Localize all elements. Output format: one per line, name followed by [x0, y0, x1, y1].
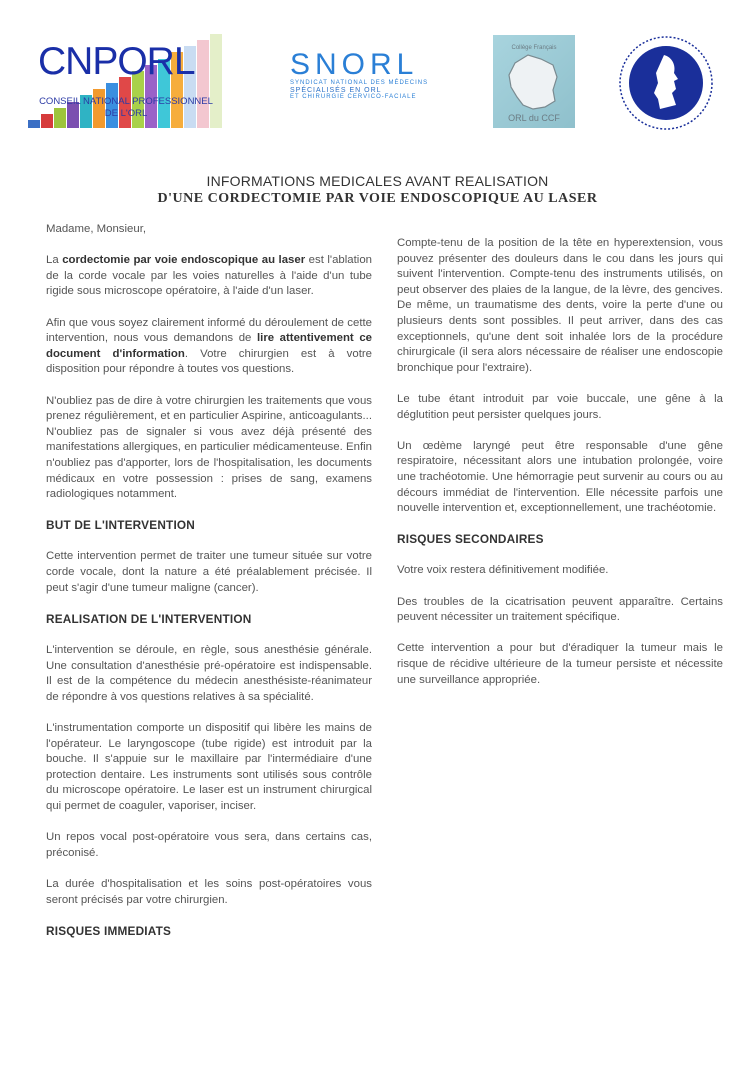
text: . Votre chirurgien est à votre disposition pour répondre à toutes vos questions.	[46, 347, 372, 376]
document-title-line-2: D'UNE CORDECTOMIE PAR VOIE ENDOSCOPIQUE AU LASER	[157, 191, 598, 206]
text: Afin que vous soyez clairement informé du déroulement de cette intervention, nous vous demandons de	[46, 316, 372, 345]
profile-seal-icon	[616, 33, 716, 133]
paragraph-but: Cette intervention permet de traiter une tumeur située sur votre corde vocale, dont la nature a été préalablement précisée. Il peut s'agir d'une tumeur maligne (cancer).	[46, 550, 372, 594]
right-column	[397, 236, 723, 704]
paragraph-secondary-3: Cette intervention a pour but d'éradiquer la tumeur mais le risque de récidive ultérieure de la tumeur persiste et nécessite une surveillance appropriée.	[397, 642, 723, 686]
paragraph-secondary-2: Des troubles de la cicatrisation peuvent apparaître. Certains peuvent nécessiter un traitement spécifique.	[397, 595, 723, 624]
paragraph-intro	[46, 253, 372, 300]
svg-text:Collège Français: Collège Français	[511, 45, 557, 51]
heading-risques-immediats: RISQUES IMMEDIATS	[46, 923, 172, 938]
heading-risques-secondaires: RISQUES SECONDAIRES	[397, 532, 544, 547]
cnporl-logo-title: CNPORL	[38, 40, 195, 83]
bold-text: cordectomie par voie endoscopique au laser	[62, 254, 306, 267]
text: La	[46, 254, 63, 267]
svg-text:ORL du CCF: ORL du CCF	[508, 113, 560, 123]
paragraph-realisation-1: L'intervention se déroule, en règle, sous anesthésie générale. Une consultation d'anesthésie pré-opératoire est indispensable. Il est de la compétence du médecin anesthésiste-réanimateur de répondre à vos questions relatives à sa spécialité.	[46, 644, 372, 703]
left-column	[46, 222, 372, 955]
paragraph-realisation-3: Un repos vocal post-opératoire vous sera, dans certains cas, préconisé.	[46, 831, 372, 859]
cnporl-logo-subtitle-2: DE L'ORL	[104, 108, 148, 119]
cnporl-logo-subtitle-1: CONSEIL NATIONAL PROFESSIONNEL	[39, 96, 213, 107]
logo-header	[0, 0, 755, 140]
snorl-logo	[290, 50, 430, 110]
paragraph-risk-3: Un œdème laryngé peut être responsable d'une gêne respiratoire, nécessitant alors une intubation prolongée, voire une trachéotomie. Une hémorragie peut survenir au cours ou au décours immédiat de l'intervention. Elle nécessite parfois une nouvelle intervention et, exceptionnellement, une trachéotomie.	[397, 439, 723, 515]
heading-realisation: REALISATION DE L'INTERVENTION	[46, 611, 252, 626]
france-map-icon	[493, 35, 575, 128]
snorl-logo-line-1: SYNDICAT NATIONAL DES MÉDECINS	[290, 80, 429, 86]
snorl-logo-title: SNORL	[290, 48, 419, 81]
paragraph-realisation-2: L'instrumentation comporte un dispositif qui libère les mains de l'opérateur. Le laryngoscope (tube rigide) est introduit par la bouche. Il s'appuie sur le maxillaire par l'intermédiaire d'une protection dentaire. Les instruments sont utilisés sous contrôle du microscope opératoire. Le laser est un instrument chirurgical qui permet de coaguler, vaporiser, inciser.	[46, 722, 372, 812]
paragraph-risk-1: Compte-tenu de la position de la tête en hyperextension, vous pouvez présenter des douleurs dans le cou dans les jours qui suivent l'intervention. Compte-tenu des instruments utilisés, on peut observer des plaies de la langue, de la lèvre, des gencives. De même, un traumatisme des dents, voire la perte d'une ou plusieurs dents sont possibles. Il peut arriver, dans des cas exceptionnels, qu'une dent soit inhalée lors de la procédure chirurgicale (il sera alors nécessaire de réaliser une endoscopie bronchique pour l'extraire).	[397, 237, 723, 374]
greeting: Madame, Monsieur,	[46, 223, 147, 235]
cnporl-logo	[28, 34, 224, 128]
paragraph-realisation-4: La durée d'hospitalisation et les soins post-opératoires vous seront précisés par votre chirurgien.	[46, 877, 372, 906]
heading-but: BUT DE L'INTERVENTION	[46, 518, 196, 533]
paragraph-risk-2: Le tube étant introduit par voie buccale, une gêne à la déglutition peut persister quelques jours.	[397, 392, 723, 421]
paragraph-reminder: N'oubliez pas de dire à votre chirurgien les traitements que vous prenez régulièrement, et en particulier Aspirine, anticoagulants... N'oubliez pas de signaler si vous avez déjà présenté des manifestations allergiques, en particulier médicamenteuse. Enfin n'oubliez pas d'apporter, lors de l'hospitalisation, les documents médicaux en votre possession : prises de sang, examens radiologiques notamment.	[46, 394, 372, 501]
cnporl-bar	[28, 120, 40, 128]
bold-text: lire attentivement ce document d'information	[46, 332, 372, 360]
snorl-logo-line-3: ET CHIRURGIE CERVICO-FACIALE	[290, 94, 417, 100]
document-title-line-1: INFORMATIONS MEDICALES AVANT REALISATION	[206, 173, 549, 189]
paragraph-secondary-1: Votre voix restera définitivement modifiée.	[397, 564, 609, 577]
text: est l'ablation de la corde vocale par les voies naturelles à l'aide d'un tube rigide sous microscope opératoire, à l'aide d'un laser.	[46, 254, 372, 298]
paragraph-read	[46, 316, 372, 378]
document-title	[0, 172, 755, 208]
snorl-logo-line-2: SPÉCIALISÉS EN ORL	[290, 87, 382, 94]
